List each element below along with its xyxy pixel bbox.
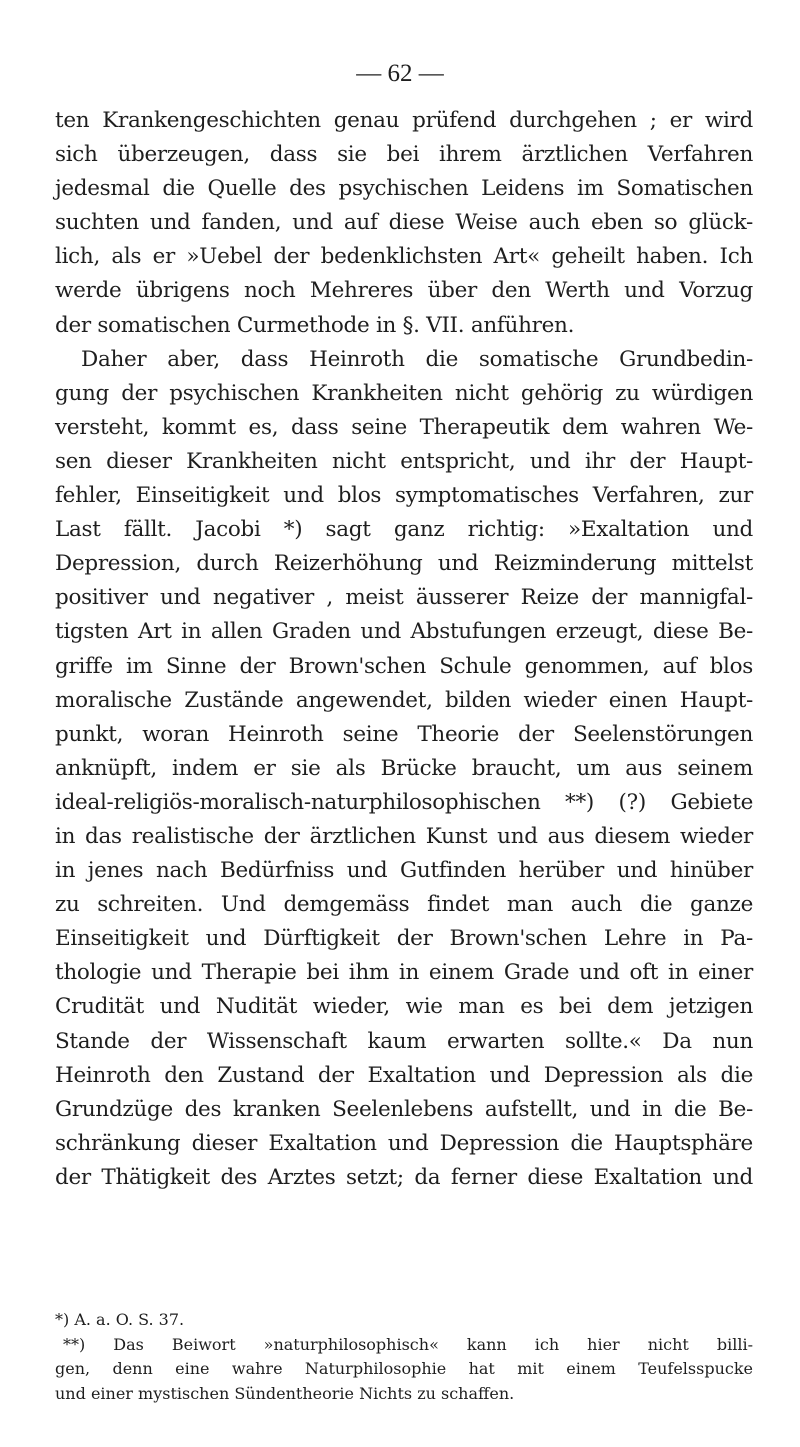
text-line: Einseitigkeit und Dürftigkeit der Brown'schen Lehre in Pa- (55, 926, 753, 952)
text-line: Heinroth den Zustand der Exaltation und Depression als die (55, 1062, 753, 1088)
text-line: positiver und negativer , meist äusserer Reize der mannigfal- (55, 585, 753, 611)
text-line: in jenes nach Bedürfniss und Gutfinden herüber und hinüber (55, 858, 753, 884)
footnote-2: **) Das Beiwort »naturphilosophisch« kann ich hier nicht billi- (63, 1334, 753, 1354)
text-line: sich überzeugen, dass sie bei ihrem ärztlichen Verfahren (55, 142, 753, 168)
footnote-2-continuation: gen, denn eine wahre Naturphilosophie hat mit einem Teufelsspucke (55, 1359, 753, 1378)
text-line: der somatischen Curmethode in §. VII. anführen. (55, 312, 575, 338)
text-line: in das realistische der ärztlichen Kunst und aus diesem wieder (55, 823, 753, 849)
footnotes (55, 1308, 753, 1406)
text-line: suchten und fanden, und auf diese Weise auch eben so glück- (55, 210, 753, 236)
text-line: Last fällt. Jacobi *) sagt ganz richtig: »Exaltation und (55, 517, 753, 543)
text-line: thologie und Therapie bei ihm in einem Grade und oft in einer (55, 960, 753, 986)
text-line: versteht, kommt es, dass seine Therapeutik dem wahren We- (55, 414, 753, 440)
text-line: ten Krankengeschichten genau prüfend durchgehen ; er wird (55, 108, 753, 133)
text-line: schränkung dieser Exaltation und Depression die Hauptsphäre (55, 1130, 753, 1156)
text-line: jedesmal die Quelle des psychischen Leidens im Somatischen (55, 176, 753, 202)
text-line: griffe im Sinne der Brown'schen Schule genommen, auf blos (55, 653, 753, 679)
text-line: der Thätigkeit des Arztes setzt; da ferner diese Exaltation und (55, 1164, 753, 1190)
footnote-2-continuation: und einer mystischen Sündentheorie Nichts zu schaffen. (55, 1383, 515, 1403)
text-line: Stande der Wissenschaft kaum erwarten sollte.« Da nun (55, 1028, 753, 1054)
text-line: punkt, woran Heinroth seine Theorie der Seelenstörungen (55, 721, 753, 747)
text-line: Grundzüge des kranken Seelenlebens aufstellt, und in die Be- (55, 1096, 753, 1122)
text-line: fehler, Einseitigkeit und blos symptomatisches Verfahren, zur (55, 483, 753, 509)
text-line: zu schreiten. Und demgemäss findet man auch die ganze (55, 892, 753, 918)
text-line: lich, als er »Uebel der bedenklichsten Art« geheilt haben. Ich (55, 244, 753, 270)
text-line: tigsten Art in allen Graden und Abstufungen erzeugt, diese Be- (55, 619, 753, 645)
text-line: werde übrigens noch Mehreres über den Werth und Vorzug (55, 278, 753, 304)
text-line: Crudität und Nudität wieder, wie man es bei dem jetzigen (55, 994, 753, 1020)
text-line: moralische Zustände angewendet, bilden wieder einen Haupt- (55, 687, 753, 713)
text-line: Depression, durch Reizerhöhung und Reizminderung mittelst (55, 551, 753, 577)
paragraph-start-line: Daher aber, dass Heinroth die somatische Grundbedin- (81, 346, 753, 372)
page-number: — 62 — (356, 60, 444, 87)
footnote-1: *) A. a. O. S. 37. (55, 1310, 185, 1329)
text-line: ideal-religiös-moralisch-naturphilosophischen **) (?) Gebiete (55, 789, 753, 815)
text-line: sen dieser Krankheiten nicht entspricht, und ihr der Haupt- (55, 448, 753, 474)
text-line: anknüpft, indem er sie als Brücke braucht, um aus seinem (55, 755, 753, 781)
body-text (55, 104, 753, 1195)
text-line: gung der psychischen Krankheiten nicht gehörig zu würdigen (55, 380, 753, 406)
